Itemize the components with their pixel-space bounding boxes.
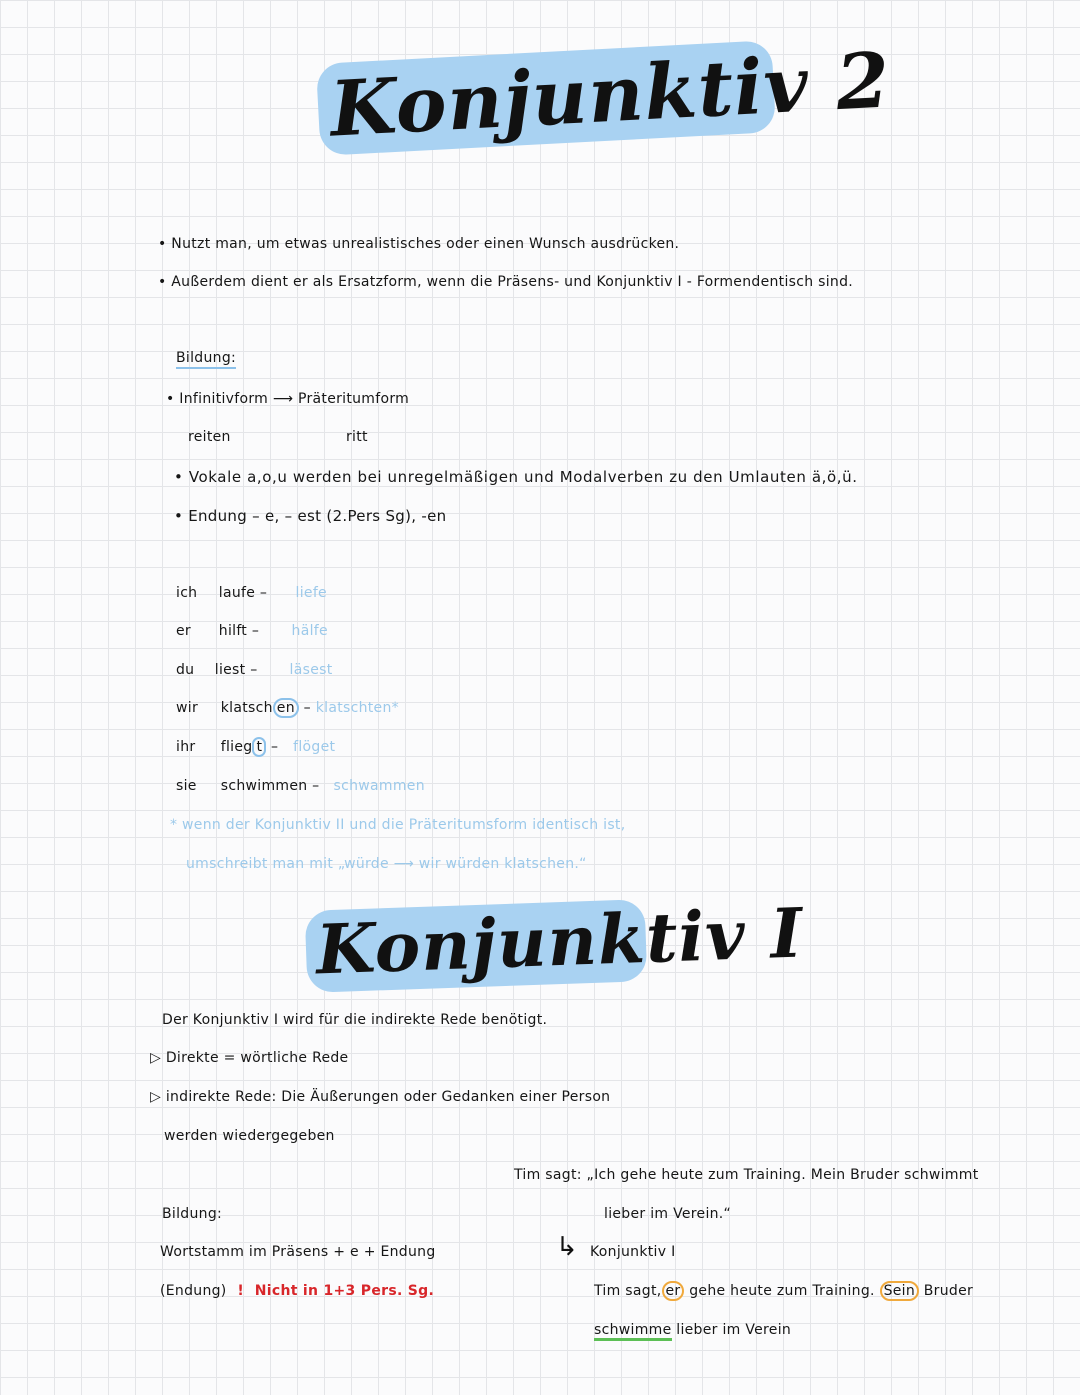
rule-vokale: • Vokale a,o,u werden bei unregelmäßigen und Modalverben zu den Umlauten ä,ö,ü. (174, 468, 858, 486)
endung-label: (Endung) (160, 1283, 227, 1299)
conj-row (176, 585, 327, 601)
conj-row (176, 700, 399, 716)
konj1-indirekt-1: ▷ indirekte Rede: Die Äußerungen oder Gedanken einer Person (150, 1089, 611, 1105)
conj-dash: – (266, 739, 279, 755)
conj-verb: schwimmen – (220, 778, 320, 794)
ex-part-a: Tim sagt, (594, 1283, 662, 1299)
conj-row (176, 739, 335, 755)
arrow-icon: ↳ (556, 1232, 578, 1262)
conj-verb: laufe – (218, 585, 268, 601)
konj1-intro: Der Konjunktiv I wird für die indirekte Rede benötigt. (162, 1012, 548, 1028)
conj-verb-stem: klatsch (220, 700, 273, 716)
example-praeteritum: ritt (346, 429, 368, 445)
conj-verb-ending: t (252, 737, 266, 757)
example-line-4 (594, 1283, 973, 1299)
intro-line-1: • Nutzt man, um etwas unrealistisches oder einen Wunsch ausdrücken. (158, 236, 680, 252)
conj-dash: – (298, 700, 311, 716)
conj-verb-stem: flieg (220, 739, 253, 755)
conj-row (176, 623, 328, 639)
conj-pronoun: ihr (176, 739, 196, 755)
ex-verb: schwimme (594, 1322, 672, 1338)
conj-pronoun: du (176, 662, 195, 678)
conj-form: liefe (295, 585, 327, 601)
rule-infinitiv: • Infinitivform ⟶ Präteritumform (166, 391, 410, 407)
footnote-line-2: umschreibt man mit „würde ⟶ wir würden klatschen.“ (186, 856, 587, 872)
bildung-heading (176, 350, 236, 366)
conj-form: klatschten* (315, 700, 399, 716)
conj-verb-ending: en (273, 698, 299, 718)
ex-rest: lieber im Verein (671, 1322, 792, 1338)
example-line-1: Tim sagt: „Ich gehe heute zum Training. Mein Bruder schwimmt (514, 1167, 979, 1183)
ex-part-c: Bruder (919, 1283, 974, 1299)
warning-icon: ! (237, 1283, 245, 1299)
conj-pronoun: wir (176, 700, 198, 716)
section-title-konjunktiv-1: Konjunktiv I (314, 893, 805, 991)
ex-part-b: gehe heute zum Training. (684, 1283, 875, 1299)
warning-text: Nicht in 1+3 Pers. Sg. (254, 1283, 435, 1299)
konj1-bildung-rule: Wortstamm im Präsens + e + Endung (160, 1244, 436, 1260)
footnote-line-1: * wenn der Konjunktiv II und die Präteritumsform identisch ist, (170, 817, 626, 833)
konj1-direkt: ▷ Direkte = wörtliche Rede (150, 1050, 349, 1066)
rule-endung: • Endung – e, – est (2.Pers Sg), -en (174, 507, 447, 525)
conj-form: flöget (293, 739, 336, 755)
example-line-5 (594, 1322, 791, 1338)
bildung-heading-text: Bildung: (176, 350, 236, 369)
example-line-2: lieber im Verein.“ (604, 1206, 732, 1222)
conj-row (176, 778, 425, 794)
intro-line-2: • Außerdem dient er als Ersatzform, wenn die Präsens- und Konjunktiv I - Formendentisch sind. (158, 274, 854, 290)
example-label: Konjunktiv I (590, 1244, 676, 1260)
konj1-indirekt-2: werden wiedergegeben (164, 1128, 335, 1144)
conj-verb: hilft – (218, 623, 260, 639)
konj1-endung-warning (160, 1283, 434, 1299)
conj-pronoun: ich (176, 585, 198, 601)
page-title: Konjunktiv 2 (328, 35, 893, 154)
conj-form: läsest (289, 662, 333, 678)
ex-pronoun-er: er (662, 1281, 685, 1301)
conj-verb: liest – (214, 662, 258, 678)
conj-pronoun: sie (176, 778, 197, 794)
ex-pronoun-sein: Sein (880, 1281, 919, 1301)
konj1-bildung-heading: Bildung: (162, 1206, 223, 1222)
conj-pronoun: er (176, 623, 191, 639)
conj-form: hälfe (291, 623, 328, 639)
conj-row (176, 662, 333, 678)
conj-form: schwammen (333, 778, 425, 794)
example-infinitiv: reiten (188, 429, 231, 445)
ex-verb-stem (594, 1322, 672, 1341)
